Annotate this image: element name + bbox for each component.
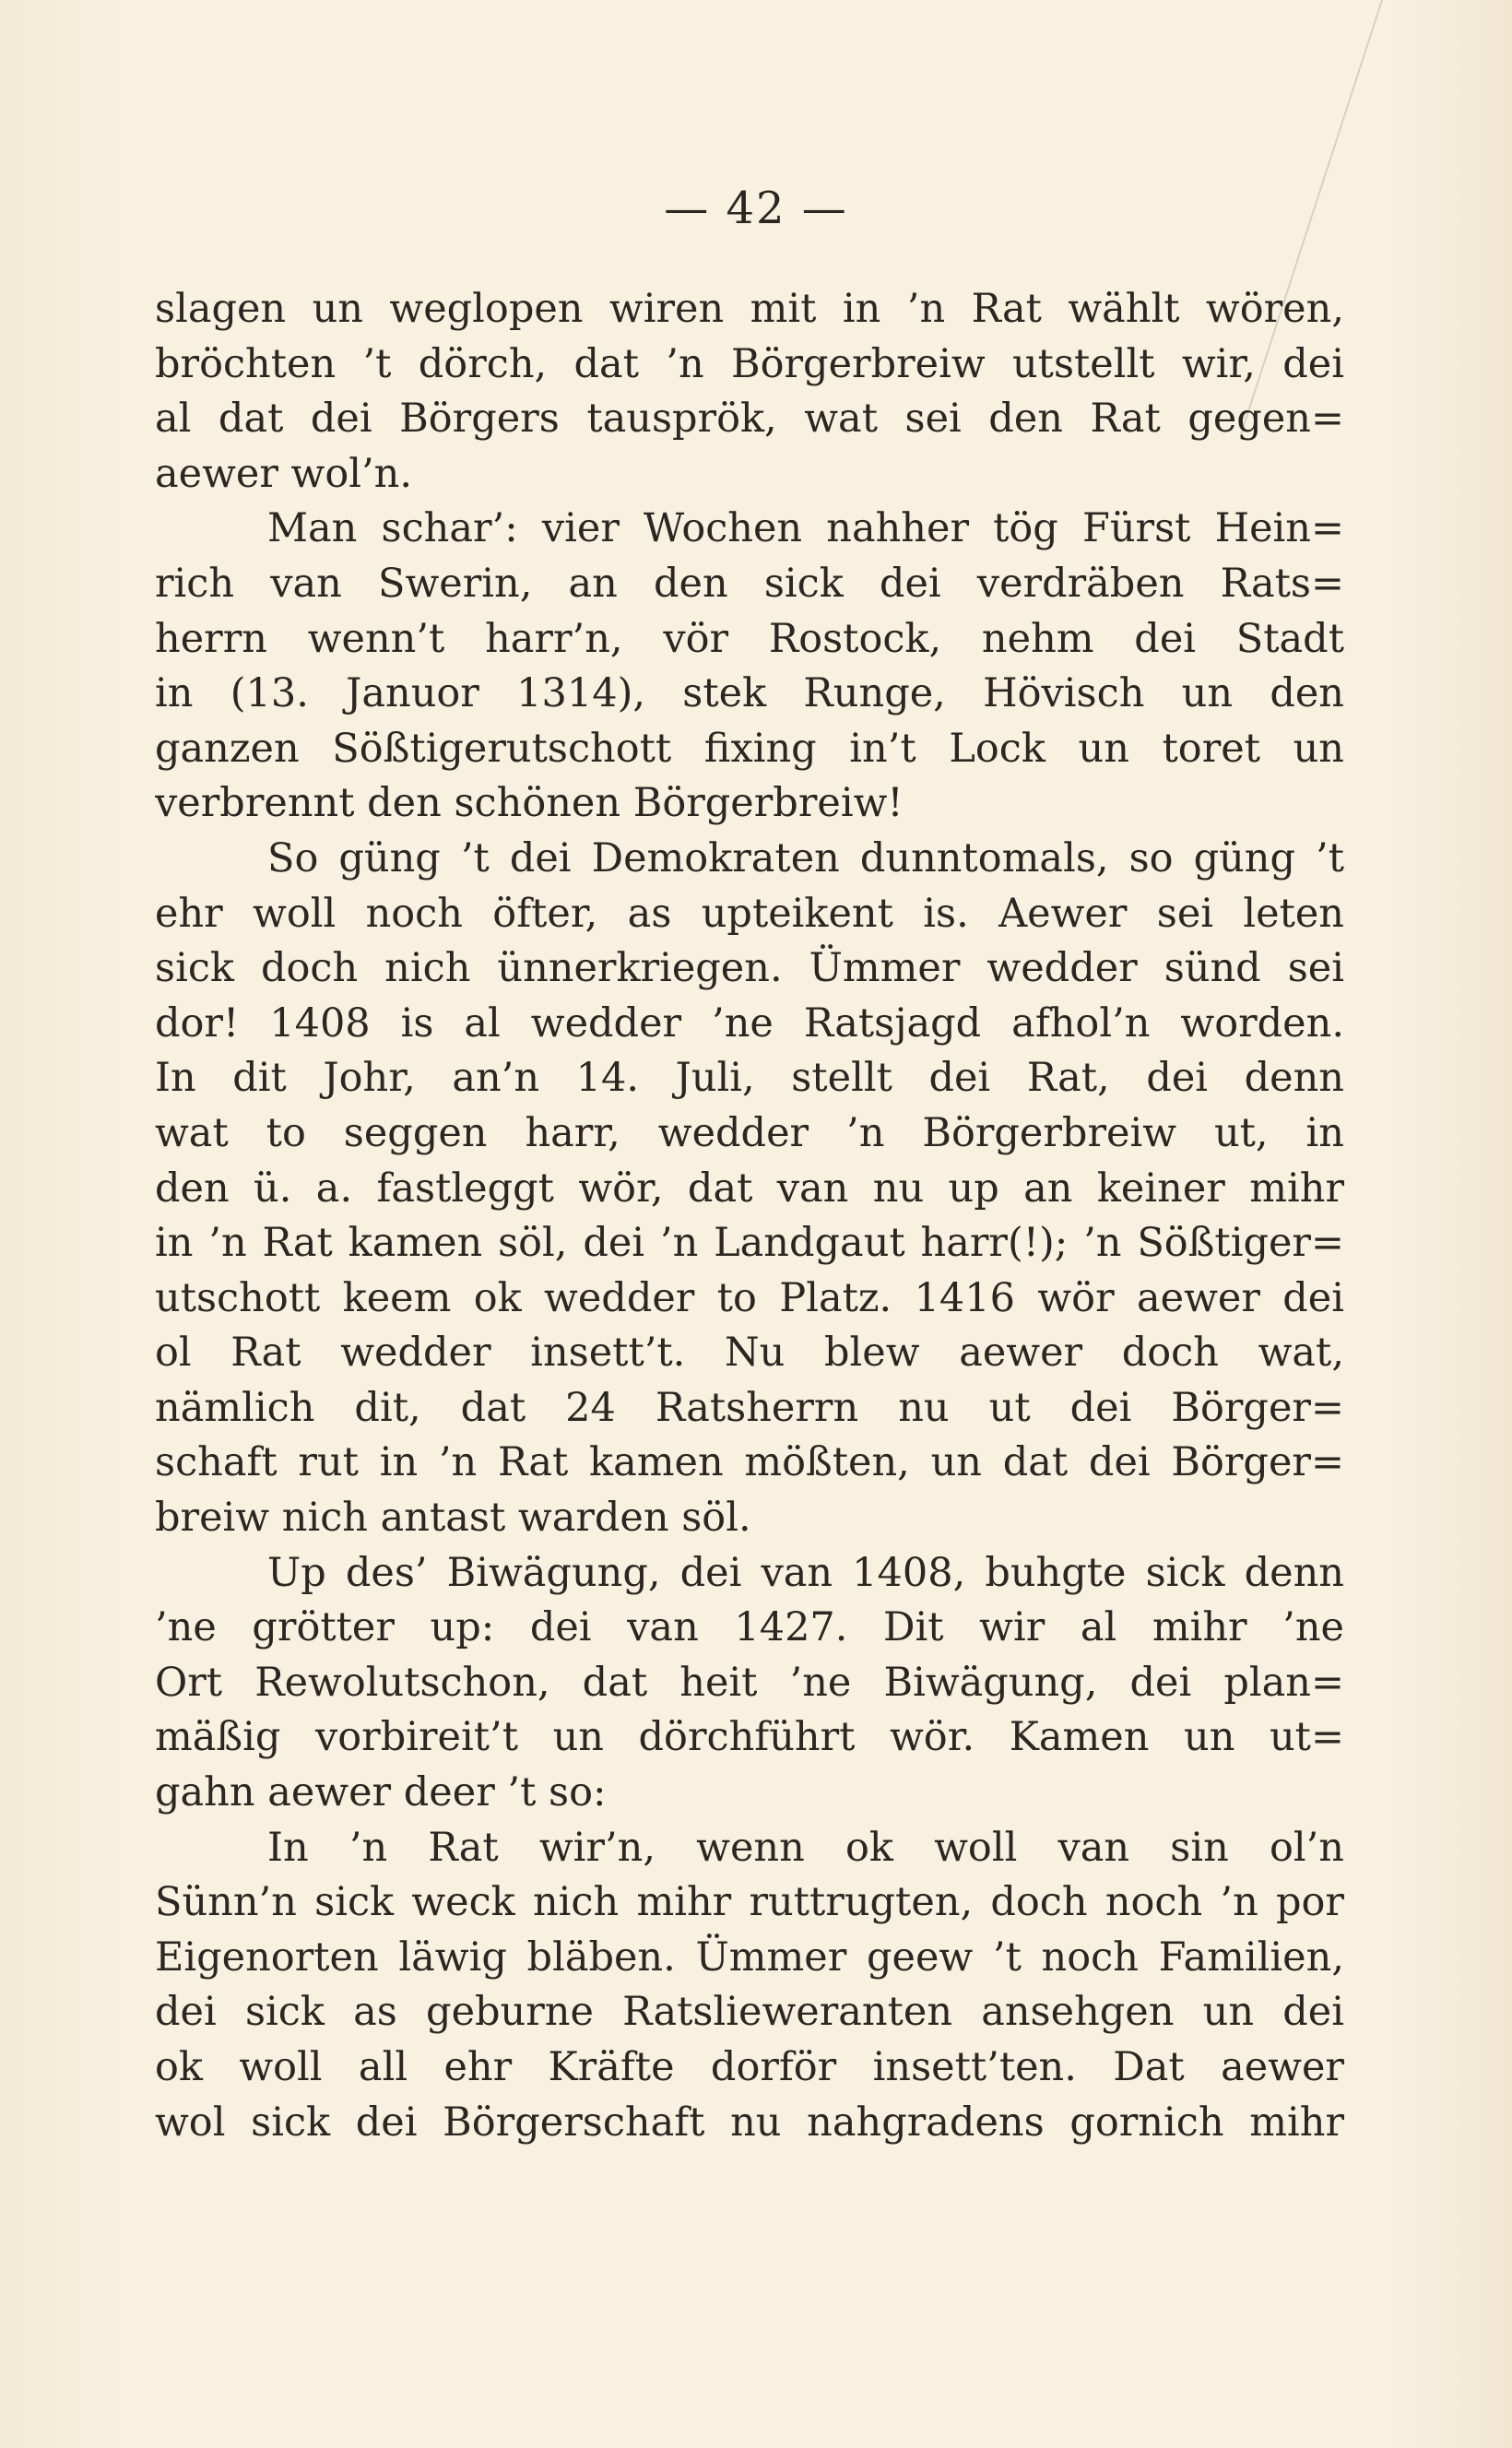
- text-line: In ’n Rat wir’n, wenn ok woll van sin ol’n: [267, 1824, 1344, 1871]
- text-line: bröchten ’t dörch, dat ’n Börgerbreiw utstellt wir, dei: [155, 340, 1344, 387]
- text-line: sick doch nich ünnerkriegen. Ümmer wedder sünd sei: [155, 945, 1344, 992]
- page-number: — 42 —: [664, 183, 848, 234]
- text-line: den ü. a. fastleggt wör, dat van nu up an keiner mihr: [155, 1165, 1344, 1212]
- text-line: dor! 1408 is al wedder ’ne Ratsjagd afhol’n worden.: [155, 999, 1344, 1047]
- text-line: wat to seggen harr, wedder ’n Börgerbreiw ut, in: [155, 1109, 1344, 1156]
- text-line: dei sick as geburne Ratslieweranten ansehgen un dei: [155, 1989, 1344, 2036]
- text-line: So güng ’t dei Demokraten dunntomals, so güng ’t: [267, 834, 1344, 881]
- text-line: nämlich dit, dat 24 Ratsherrn nu ut dei Börger=: [155, 1384, 1344, 1431]
- text-line: al dat dei Börgers tausprök, wat sei den Rat gegen=: [155, 396, 1344, 443]
- text-line: Up des’ Biwägung, dei van 1408, buhgte sick denn: [267, 1549, 1344, 1596]
- text-line: in (13. Januor 1314), stek Runge, Hövisch un den: [155, 670, 1344, 717]
- text-line: in ’n Rat kamen söl, dei ’n Landgaut harr(!); ’n Sößtiger=: [155, 1220, 1344, 1267]
- text-line: verbrennt den schönen Börgerbreiw!: [155, 780, 904, 827]
- text-line: herrn wenn’t harr’n, vör Rostock, nehm dei Stadt: [155, 615, 1344, 662]
- text-line: mäßig vorbireit’t un dörchführt wör. Kamen un ut=: [155, 1714, 1344, 1761]
- text-line: Eigenorten läwig bläben. Ümmer geew ’t noch Familien,: [155, 1934, 1344, 1981]
- body-text: [155, 282, 1344, 2150]
- text-line: aewer wol’n.: [155, 450, 413, 497]
- text-line: Ort Rewolutschon, dat heit ’ne Biwägung, dei plan=: [155, 1659, 1344, 1706]
- text-line: rich van Swerin, an den sick dei verdräben Rats=: [155, 560, 1344, 607]
- text-line: gahn aewer deer ’t so:: [155, 1769, 607, 1816]
- text-line: ’ne grötter up: dei van 1427. Dit wir al mihr ’ne: [155, 1604, 1344, 1651]
- text-line: Sünn’n sick weck nich mihr ruttrugten, doch noch ’n por: [155, 1879, 1344, 1926]
- text-line: ganzen Sößtigerutschott fixing in’t Lock un toret un: [155, 725, 1344, 772]
- text-line: schaft rut in ’n Rat kamen mößten, un dat dei Börger=: [155, 1439, 1344, 1486]
- text-line: utschott keem ok wedder to Platz. 1416 wör aewer dei: [155, 1274, 1344, 1321]
- text-line: Man schar’: vier Wochen nahher tög Fürst Hein=: [267, 505, 1344, 552]
- text-line: ol Rat wedder insett’t. Nu blew aewer doch wat,: [155, 1330, 1344, 1377]
- text-line: ok woll all ehr Kräfte dorför insett’ten. Dat aewer: [155, 2044, 1344, 2090]
- text-line: breiw nich antast warden söl.: [155, 1495, 751, 1542]
- text-line: ehr woll noch öfter, as upteikent is. Aewer sei leten: [155, 890, 1344, 937]
- text-line: In dit Johr, an’n 14. Juli, stellt dei Rat, dei denn: [155, 1055, 1344, 1102]
- text-line: slagen un weglopen wiren mit in ’n Rat wählt wören,: [155, 286, 1344, 332]
- text-line: wol sick dei Börgerschaft nu nahgradens gornich mihr: [155, 2099, 1344, 2146]
